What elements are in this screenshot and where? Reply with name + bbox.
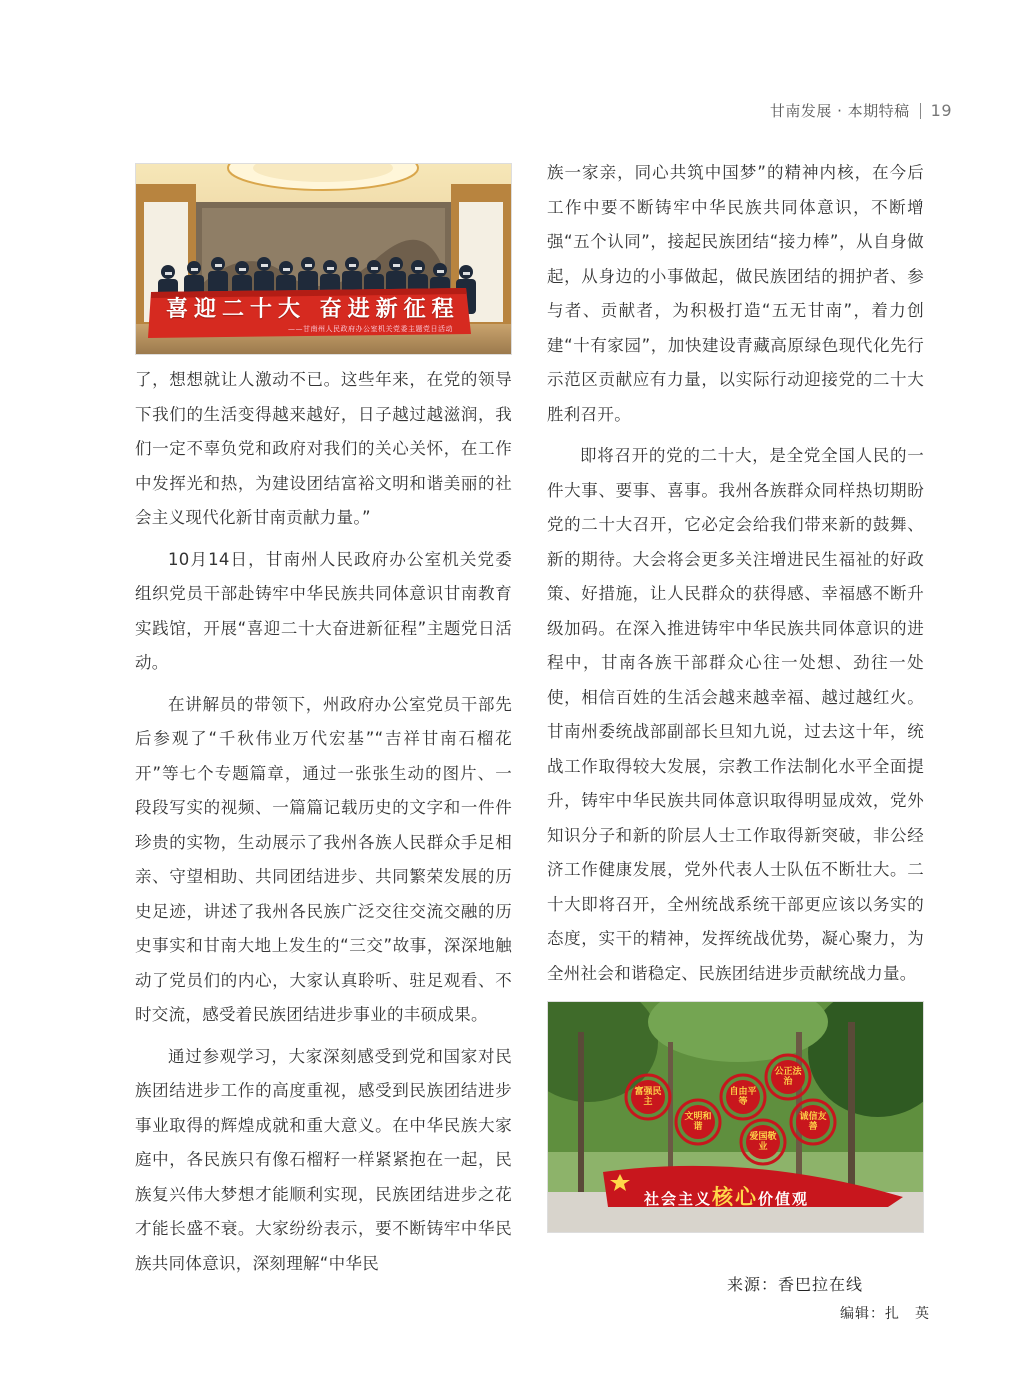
section-title: 甘南发展 · 本期特稿 xyxy=(769,102,910,120)
core-values-photo xyxy=(547,1001,924,1233)
header-divider xyxy=(920,103,921,119)
banner-subtitle: ——甘南州人民政府办公室机关党委主题党日活动 xyxy=(288,325,453,333)
right-paragraph-2: 即将召开的党的二十大，是全党全国人民的一件大事、要事、喜事。我州各族群众同样热切期盼党的二十大召开，它必定会给我们带来新的鼓舞、新的期待。大会将会更多关注增进民生福祉的好政策、好措施，让人民群众的获得感、幸福感不断升级加码。在深入推进铸牢中华民族共同体意识的进程中，甘南各族干部群众心往一处想、劲往一处使，相信百姓的生活会越来越幸福、越过越红火。甘南州委统战部副部长旦知九说，过去这十年，统战工作取得较大发展，宗教工作法制化水平全面提升，铸牢中华民族共同体意识取得明显成效，党外知识分子和新的阶层人士工作取得新突破，非公经济工作健康发展，党外代表人士队伍不断壮大。二十大即将召开，全州统战系统干部更应该以务实的态度，实干的精神，发挥统战优势，凝心聚力，为全州社会和谐稳定、民族团结进步贡献统战力量。 xyxy=(547,446,924,983)
circle-label-6: 诚信友善 xyxy=(799,1112,827,1132)
editor-credit: 编辑：扎 英 xyxy=(840,1306,930,1322)
photo-caption: 来源：香巴拉在线 xyxy=(727,1275,864,1294)
right-paragraph-1: 族一家亲，同心共筑中国梦”的精神内核，在今后工作中要不断铸牢中华民族共同体意识，不断增强“五个认同”，接起民族团结“接力棒”，从自身做起，从身边的小事做起，做民族团结的拥护者、参与者、贡献者，为积极打造“五无甘南”，着力创建“十有家园”，加快建设青藏高原绿色现代化先行示范区贡献应有力量，以实际行动迎接党的二十大胜利召开。 xyxy=(547,163,924,424)
circle-label-2: 文明和谐 xyxy=(684,1112,712,1132)
circle-label-5: 爱国敬业 xyxy=(749,1132,777,1152)
left-paragraph-1: 了，想想就让人激动不已。这些年来，在党的领导下我们的生活变得越来越好，日子越过越滋润，我们一定不辜负党和政府对我们的关心关怀，在工作中发挥光和热，为建设团结富裕文明和谐美丽的社会主义现代化新甘南贡献力量。” xyxy=(135,370,512,527)
banner-text: 喜迎二十大 奋进新征程 xyxy=(166,297,460,322)
core-values-sign xyxy=(644,1181,809,1211)
circle-label-1: 富强民主 xyxy=(634,1087,662,1107)
circle-label-4: 公正法治 xyxy=(774,1067,802,1087)
left-paragraph-4: 通过参观学习，大家深刻感受到党和国家对民族团结进步工作的高度重视，感受到民族团结进步事业取得的辉煌成就和重大意义。在中华民族大家庭中，各民族只有像石榴籽一样紧紧抱在一起，民族复兴伟大梦想才能顺利实现，民族团结进步之花才能长盛不衰。大家纷纷表示，要不断铸牢中华民族共同体意识，深刻理解“中华民 xyxy=(135,1046,512,1273)
sign-emphasis: 核心 xyxy=(712,1184,759,1209)
right-column xyxy=(547,156,924,1233)
running-header xyxy=(770,100,952,121)
sign-prefix: 社会主义 xyxy=(644,1190,713,1208)
left-paragraph-2: 10月14日，甘南州人民政府办公室机关党委组织党员干部赴铸牢中华民族共同体意识甘南教育实践馆，开展“喜迎二十大奋进新征程”主题党日活动。 xyxy=(135,549,512,672)
sign-suffix: 价值观 xyxy=(758,1190,810,1208)
circle-label-3: 自由平等 xyxy=(729,1087,757,1107)
left-paragraph-3: 在讲解员的带领下，州政府办公室党员干部先后参观了“千秋伟业万代宏基”“吉祥甘南石榴花开”等七个专题篇章，通过一张张生动的图片、一段段写实的视频、一篇篇记载历史的文字和一件件珍贵的实物，生动展示了我州各族人民群众手足相亲、守望相助、共同团结进步、共同繁荣发展的历史足迹，讲述了我州各民族广泛交往交流交融的历史事实和甘南大地上发生的“三交”故事，深深地触动了党员们的内心，大家认真聆听、驻足观看、不时交流，感受着民族团结进步事业的丰硕成果。 xyxy=(135,694,512,1024)
group-photo xyxy=(135,163,512,355)
page-number: 19 xyxy=(930,101,952,120)
left-column xyxy=(135,163,512,1281)
